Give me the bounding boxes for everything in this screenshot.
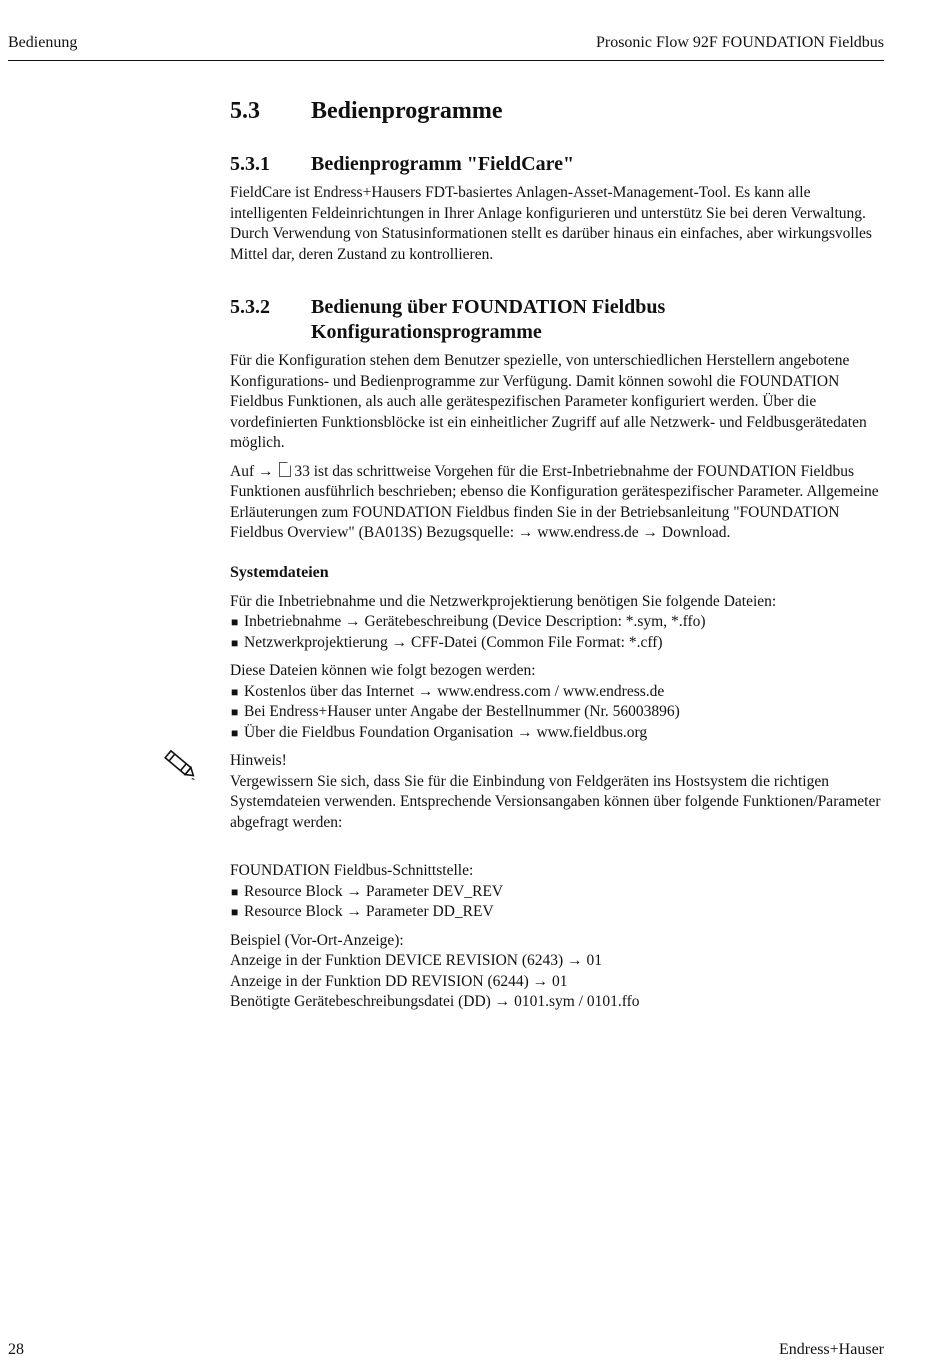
fieldcare-paragraph: FieldCare ist Endress+Hausers FDT-basiertes Anlagen-Asset-Management-Tool. Es kann alle intelligenten Feldeinrichtungen in Ihrer Anlage konfigurieren und unterstütz Sie bei deren Verwaltung. Durch Verwendung von Statusinformationen stellt es darüber hinaus ein einfaches, aber wirkungsvolles Mittel dar, deren Zustand zu kontrollieren. [230,184,872,263]
systemdateien-intro: Für die Inbetriebnahme und die Netzwerkprojektierung benötigen Sie folgende Dateien: [230,592,777,610]
file-sources-list [230,682,886,744]
page-number: 28 [8,1341,24,1358]
example-line: Benötigte Gerätebeschreibungsdatei (DD) → 0101.sym / 0101.ffo [230,993,640,1010]
section-heading-5-3-2 [230,295,886,345]
list-item-text: Resource Block → Parameter DEV_REV [244,882,504,900]
required-files-list [230,612,886,653]
bullet-square-icon: ■ [231,635,239,650]
example-label: Beispiel (Vor-Ort-Anzeige): [230,931,404,949]
list-item [230,902,886,923]
configuration-paragraph: Für die Konfiguration stehen dem Benutzer spezielle, von unterschiedlichen Herstellern angebotene Konfigurations- und Bedienprogramme zur Verfügung. Damit können sowohl die FOUNDATION Fieldbus Funktionen, als auch alle gerätespezifischen Parameter konfiguriert werden. Über die vordefinierten Funktionsblöcke ist ein einheitlicher Zugriff auf alle Netzwerk- und Feldbusgerätedaten möglich. [230,352,867,451]
list-item [230,702,886,723]
page-content [230,96,886,1013]
document-page-icon [279,462,291,477]
list-item-text: Bei Endress+Hauser unter Angabe der Bestellnummer (Nr. 56003896) [244,703,680,720]
list-item-text: Über die Fieldbus Foundation Organisation → www.fieldbus.org [244,723,648,741]
section-title: Bedienprogramme [311,98,503,124]
systemdateien-heading: Systemdateien [230,563,329,581]
section-heading-5-3 [230,96,886,126]
note-label: Hinweis! [230,752,287,769]
list-item-text: Kostenlos über das Internet → www.endress.com / www.endress.de [244,682,665,700]
header-section-name: Bedienung [8,34,78,51]
sources-intro: Diese Dateien können wie folgt bezogen werden: [230,662,536,679]
section-title: Bedienprogramm "FieldCare" [311,153,575,175]
commissioning-reference-paragraph [230,462,886,544]
bullet-square-icon: ■ [231,615,239,629]
list-item [230,723,886,744]
section-title-line-1: Bedienung über FOUNDATION Fieldbus [311,296,666,318]
header-product-name: Prosonic Flow 92F FOUNDATION Fieldbus [595,34,884,51]
section-title-line-2: Konfigurationsprogramme [311,321,542,343]
list-item-text: Resource Block → Parameter DD_REV [244,903,494,920]
reference-prefix: Auf → [230,462,274,480]
spacer [230,853,886,861]
example-line: Anzeige in der Funktion DD REVISION (6244) → 01 [230,972,568,990]
interface-label: FOUNDATION Fieldbus-Schnittstelle: [230,862,474,879]
reference-text: ist das schrittweise Vorgehen für die Erst-Inbetriebnahme der FOUNDATION Fieldbus Funktionen ausführlich beschrieben; ebenso die Konfiguration gerätespezifischer Parameter. Allgemeine Erläuterungen zum FOUNDATION Fieldbus finden Sie in der Betriebsanleitung "FOUNDATION Fieldbus Overview" (BA013S) Bezugsquelle: → www.endress.de → Download. [230,462,879,541]
note-block [230,751,886,1013]
bullet-square-icon: ■ [231,684,239,699]
bullet-square-icon: ■ [231,905,239,919]
pencil-icon [160,745,200,785]
list-item [230,882,886,903]
spacer [230,833,886,853]
page-footer [8,1340,884,1362]
brand-name: Endress+Hauser [779,1341,884,1358]
bullet-square-icon: ■ [231,884,239,899]
list-item [230,612,886,633]
list-item [230,682,886,703]
example-line: Anzeige in der Funktion DEVICE REVISION (6243) → 01 [230,952,602,969]
note-text: Vergewissern Sie sich, dass Sie für die Einbindung von Feldgeräten ins Hostsystem die richtigen Systemdateien verwenden. Entsprechende Versionsangaben können über folgende Funktionen/Parameter abgefragt werden: [230,772,881,831]
bullet-square-icon: ■ [231,725,239,740]
list-item-text: Netzwerkprojektierung → CFF-Datei (Common File Format: *.cff) [244,633,663,651]
parameter-list [230,882,886,923]
page-header [8,32,884,61]
list-item-text: Inbetriebnahme → Gerätebeschreibung (Device Description: *.sym, *.ffo) [244,613,706,630]
section-number: 5.3 [230,98,260,124]
section-heading-5-3-1 [230,152,886,177]
list-item [230,633,886,654]
reference-page-number: 33 [294,462,310,480]
bullet-square-icon: ■ [231,705,239,719]
section-number: 5.3.2 [230,296,270,318]
section-number: 5.3.1 [230,153,270,175]
